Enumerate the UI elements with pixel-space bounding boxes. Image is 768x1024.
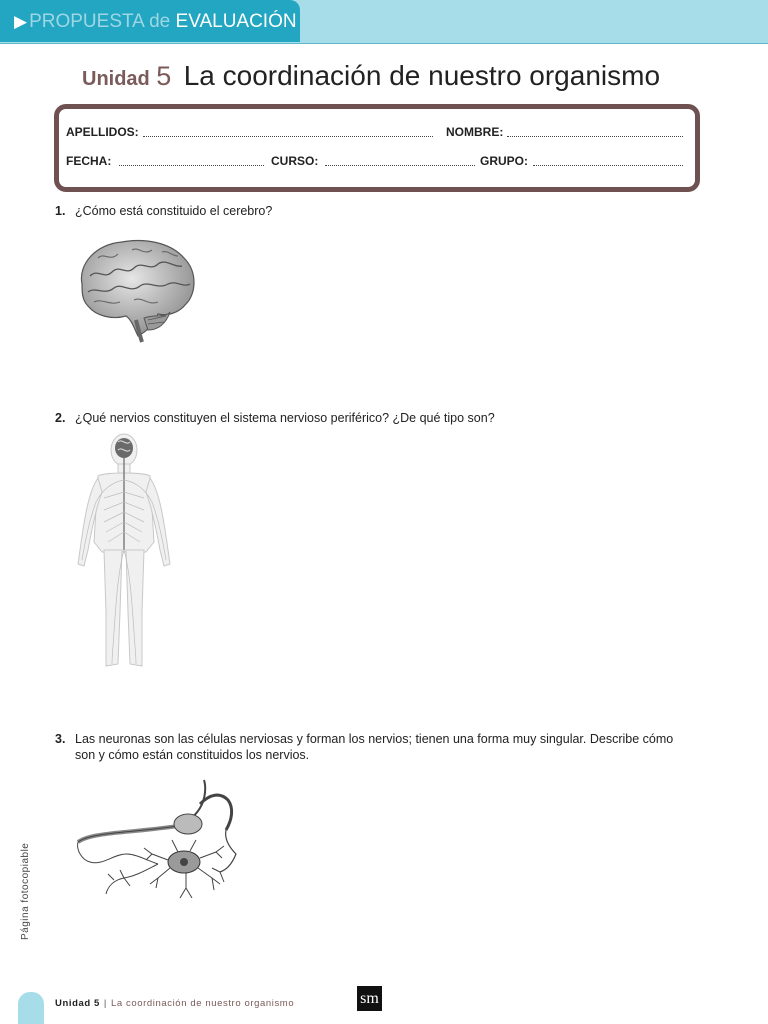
question-3: [55, 731, 685, 763]
section-label: [14, 11, 297, 33]
play-arrow-icon: ▶: [14, 12, 28, 31]
question-number: 2.: [55, 411, 66, 425]
question-text: ¿Qué nervios constituyen el sistema nervioso periférico? ¿De qué tipo son?: [75, 411, 495, 425]
curso-field[interactable]: [325, 165, 475, 166]
fecha-field[interactable]: [119, 165, 264, 166]
unit-word: Unidad: [82, 68, 150, 90]
header-banner: [0, 0, 768, 44]
footer: [55, 998, 294, 1009]
footer-separator: |: [103, 998, 107, 1009]
photocopiable-note: Página fotocopiable: [20, 842, 31, 940]
question-number: 1.: [55, 204, 66, 218]
brain-illustration: [74, 236, 200, 344]
section-label-part1: PROPUESTA: [29, 11, 144, 32]
neuron-illustration: [74, 774, 246, 906]
unit-title: La coordinación de nuestro organismo: [183, 60, 661, 91]
question-text: Las neuronas son las células nerviosas y forman los nervios; tienen una forma muy singular. Describe cómo son y cómo están constituidos los nervios.: [75, 732, 674, 762]
footer-unit: Unidad 5: [55, 998, 100, 1009]
nombre-field[interactable]: [507, 136, 683, 137]
publisher-logo: sm: [357, 986, 382, 1011]
question-2: [55, 410, 495, 426]
section-tab: [0, 0, 300, 42]
student-info-box: [54, 104, 700, 192]
footer-tab: [18, 992, 44, 1024]
footer-title: La coordinación de nuestro organismo: [111, 998, 295, 1009]
apellidos-label: APELLIDOS:: [66, 125, 139, 139]
question-1: [55, 203, 272, 219]
section-label-part2: de: [149, 11, 171, 32]
nervous-system-illustration: [74, 432, 174, 672]
grupo-label: GRUPO:: [480, 154, 528, 168]
section-label-part3: EVALUACIÓN: [175, 11, 297, 32]
unit-number: 5: [156, 61, 172, 91]
fecha-label: FECHA:: [66, 154, 112, 168]
grupo-field[interactable]: [533, 165, 683, 166]
question-number: 3.: [55, 732, 66, 746]
page-title: [82, 60, 660, 92]
apellidos-field[interactable]: [143, 136, 433, 137]
question-text: ¿Cómo está constituido el cerebro?: [75, 204, 273, 218]
curso-label: CURSO:: [271, 154, 319, 168]
nombre-label: NOMBRE:: [446, 125, 504, 139]
